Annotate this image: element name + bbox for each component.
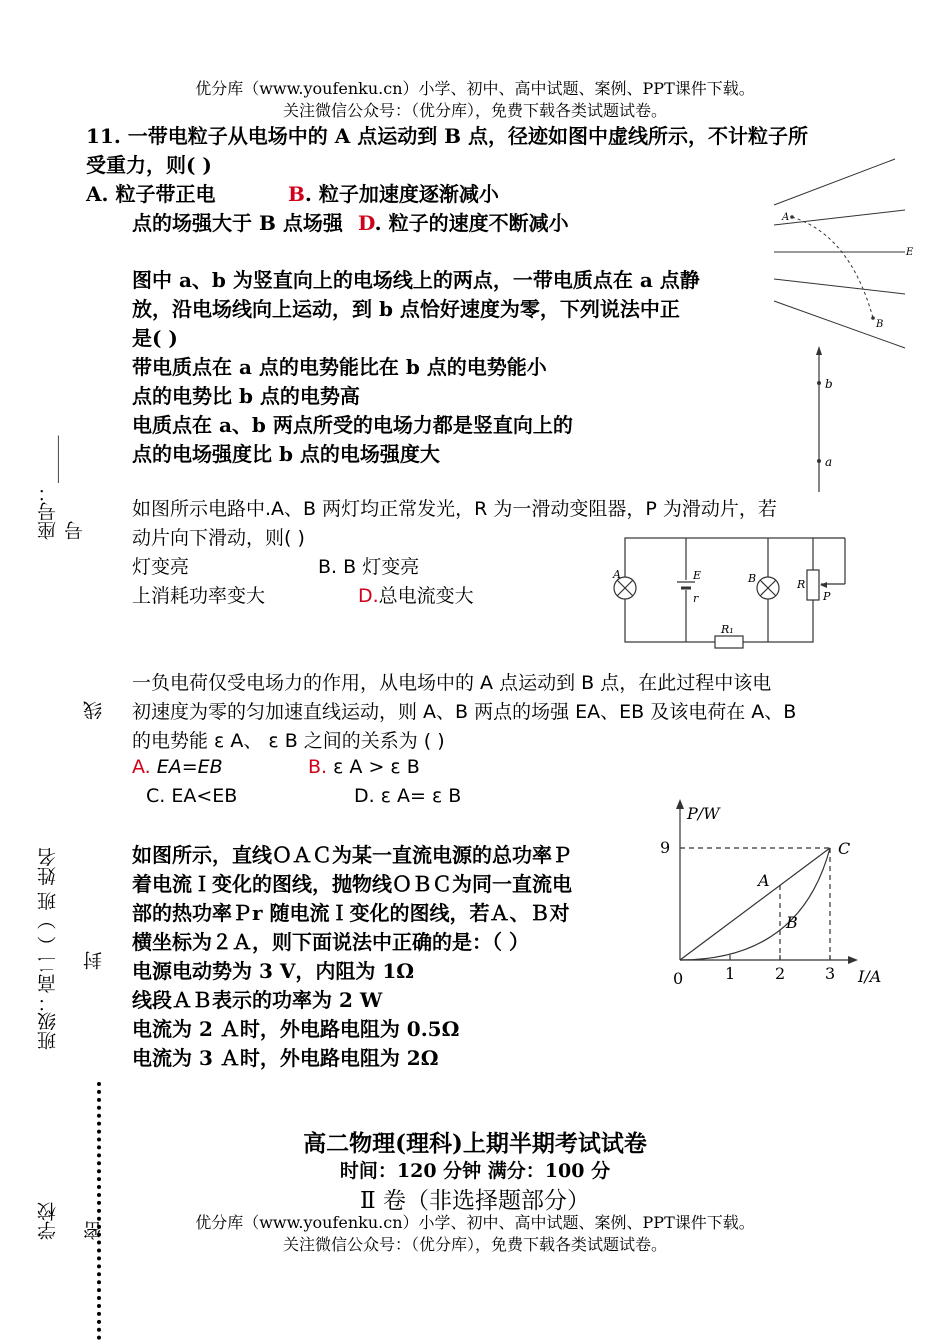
graph-x-tick-2: 2 [775, 964, 786, 983]
q11-field-figure [770, 155, 920, 355]
resistor-r [807, 570, 819, 600]
exam-subtitle: 时间：120 分钟 满分：100 分 [339, 1160, 611, 1182]
q14-line-2: 初速度为零的匀加速直线运动，则 A、B 两点的场强 EA、EB 及该电荷在 A、B [132, 701, 797, 723]
y-axis-arrow-icon [676, 799, 684, 809]
slider-arrow-icon [820, 582, 827, 588]
q11-label-a: A [782, 212, 790, 223]
particle-path [792, 217, 873, 318]
field-line-5 [774, 301, 905, 348]
graph-origin: 0 [673, 969, 684, 988]
q14-line-1: 一负电荷仅受电场力的作用，从电场中的 A 点运动到 B 点，在此过程中该电 [132, 672, 772, 694]
q15-option-b: 线段ＡＢ表示的功率为 2 W [132, 988, 383, 1012]
q15-line-1: 如图所示，直线ＯＡＣ为某一直流电源的总功率Ｐ [132, 843, 572, 867]
q13-line-1: 如图所示电路中.A、B 两灯均正常发光，R 为一滑动变阻器，P 为滑动片，若 [132, 498, 777, 520]
q15-power-graph [650, 795, 895, 995]
q15-option-d: 电流为 3 Ａ时，外电路电阻为 2Ω [132, 1046, 439, 1070]
graph-x-tick-1: 1 [725, 964, 736, 983]
q11-option-b-letter: B [288, 182, 305, 206]
graph-label-b: B [786, 913, 798, 932]
q13-option-a: 灯变亮 [132, 556, 190, 578]
graph-x-tick-3: 3 [825, 964, 836, 983]
q13-option-d-letter: D. [358, 585, 379, 607]
footer-line-1: 优分库（www.youfenku.cn）小学、初中、高中试题、案例、PPT课件下载。 [195, 1213, 755, 1232]
q14-option-c: C. EA<EB [146, 785, 238, 807]
q14-option-a-letter: A. [132, 756, 151, 778]
q12-label-b: b [825, 377, 833, 391]
q11-option-d-letter: D [358, 211, 375, 235]
field-line-1 [774, 159, 895, 205]
q14-option-b [308, 756, 420, 778]
q14-option-a [132, 756, 223, 778]
side-seal-char: 封 [83, 951, 105, 970]
q11-option-a: A. 粒子带正电 [86, 182, 216, 206]
header-line-1: 优分库（www.youfenku.cn）小学、初中、高中试题、案例、PPT课件下载。 [195, 79, 755, 98]
q15-option-a: 电源电动势为 3 V，内阻为 1Ω [132, 959, 415, 983]
q11-label-b: B [876, 319, 884, 330]
q11-option-b [288, 178, 499, 207]
line-oac [680, 848, 830, 960]
q13-line-2: 动片向下滑动，则( ) [132, 527, 305, 549]
graph-ylabel: P/W [687, 804, 720, 823]
exam-title: 高二物理(理科)上期半期考试试卷 [303, 1130, 647, 1157]
circuit-label-r-internal: r [693, 592, 699, 605]
q13-option-d-text: 总电流变大 [378, 585, 474, 607]
q14-option-b-text: ε A > ε B [333, 756, 420, 778]
circuit-label-p: P [823, 590, 831, 603]
q15-line-3: 部的热功率Ｐr 随电流Ｉ变化的图线，若Ａ、Ｂ对 [132, 901, 570, 925]
side-secret-char: 密 [83, 1221, 105, 1240]
q11-stem-1: 11. 一带电粒子从电场中的 A 点运动到 B 点，径迹如图中虚线所示，不计粒子所 [86, 124, 809, 148]
circuit-label-a: A [613, 568, 621, 581]
q13-option-c: 上消耗功率变大 [132, 585, 266, 607]
side-school: 学校 [37, 1202, 59, 1240]
q15-line-4: 横坐标为２Ａ，则下面说法中正确的是：（ ） [132, 930, 529, 954]
graph-label-c: C [838, 839, 851, 858]
circuit-label-b: B [748, 572, 757, 585]
point-a-dot [817, 459, 821, 463]
header-line-2: 关注微信公众号：（优分库），免费下载各类试题试卷。 [282, 101, 667, 120]
side-seat-number: 座号：_____号 [37, 435, 86, 540]
q12-option-b: 点的电势比 b 点的电势高 [132, 384, 360, 408]
q12-line-1: 图中 a、b 为竖直向上的电场线上的两点，一带电质点在 a 点静 [132, 268, 700, 292]
q12-field-line-figure [805, 345, 845, 493]
circuit-outer-loop [625, 538, 813, 642]
graph-xlabel: I/A [858, 967, 882, 986]
point-b-dot [817, 381, 821, 385]
section-title: Ⅱ 卷（非选择题部分） [360, 1188, 590, 1214]
q12-line-3: 是( ) [132, 326, 178, 350]
q12-option-a: 带电质点在 a 点的电势能比在 b 点的电势能小 [132, 355, 547, 379]
q13-option-b: B. B 灯变亮 [318, 556, 420, 578]
graph-label-a: A [758, 871, 770, 890]
q11-option-d [358, 207, 569, 236]
q13-option-d [358, 581, 474, 608]
resistor-r1 [715, 636, 743, 648]
q12-option-c: 电质点在 a、b 两点所受的电场力都是竖直向上的 [132, 413, 573, 437]
q13-circuit-figure [605, 532, 855, 650]
point-b-dot [871, 316, 875, 320]
q12-label-a: a [825, 455, 833, 469]
q14-option-a-text: EA=EB [156, 756, 223, 778]
field-line-4 [774, 279, 905, 294]
side-line-char: 线 [83, 701, 105, 720]
point-a-dot [790, 215, 794, 219]
q11-option-c: 点的场强大于 B 点场强 [132, 211, 343, 235]
q15-option-c: 电流为 2 Ａ时，外电路电阻为 0.5Ω [132, 1017, 460, 1041]
q11-label-e: E [906, 247, 914, 258]
circuit-label-r: R [797, 578, 806, 591]
circuit-label-e: E [693, 569, 702, 582]
graph-y-tick-9: 9 [660, 838, 671, 857]
q14-line-3: 的电势能 ε A、 ε B 之间的关系为 ( ) [132, 730, 445, 752]
q11-option-b-text: . 粒子加速度逐渐减小 [304, 182, 499, 206]
side-class-name: 班级：高二（ ）班 姓名 [37, 847, 59, 1050]
x-axis-arrow-icon [848, 956, 858, 964]
q11-stem-2: 受重力，则( ) [86, 153, 212, 177]
q11-option-d-text: . 粒子的速度不断减小 [374, 211, 569, 235]
q12-option-d: 点的电场强度比 b 点的电场强度大 [132, 442, 440, 466]
q15-line-2: 着电流Ｉ变化的图线，抛物线ＯＢＣ为同一直流电 [132, 872, 572, 896]
arrow-up-icon [816, 346, 822, 355]
circuit-label-r1: R₁ [721, 623, 734, 636]
q14-option-d: D. ε A= ε B [354, 785, 462, 807]
q12-line-2: 放，沿电场线向上运动，到 b 点恰好速度为零，下列说法中正 [132, 297, 680, 321]
q14-option-b-letter: B. [308, 756, 328, 778]
footer-line-2: 关注微信公众号：（优分库），免费下载各类试题试卷。 [282, 1235, 667, 1254]
